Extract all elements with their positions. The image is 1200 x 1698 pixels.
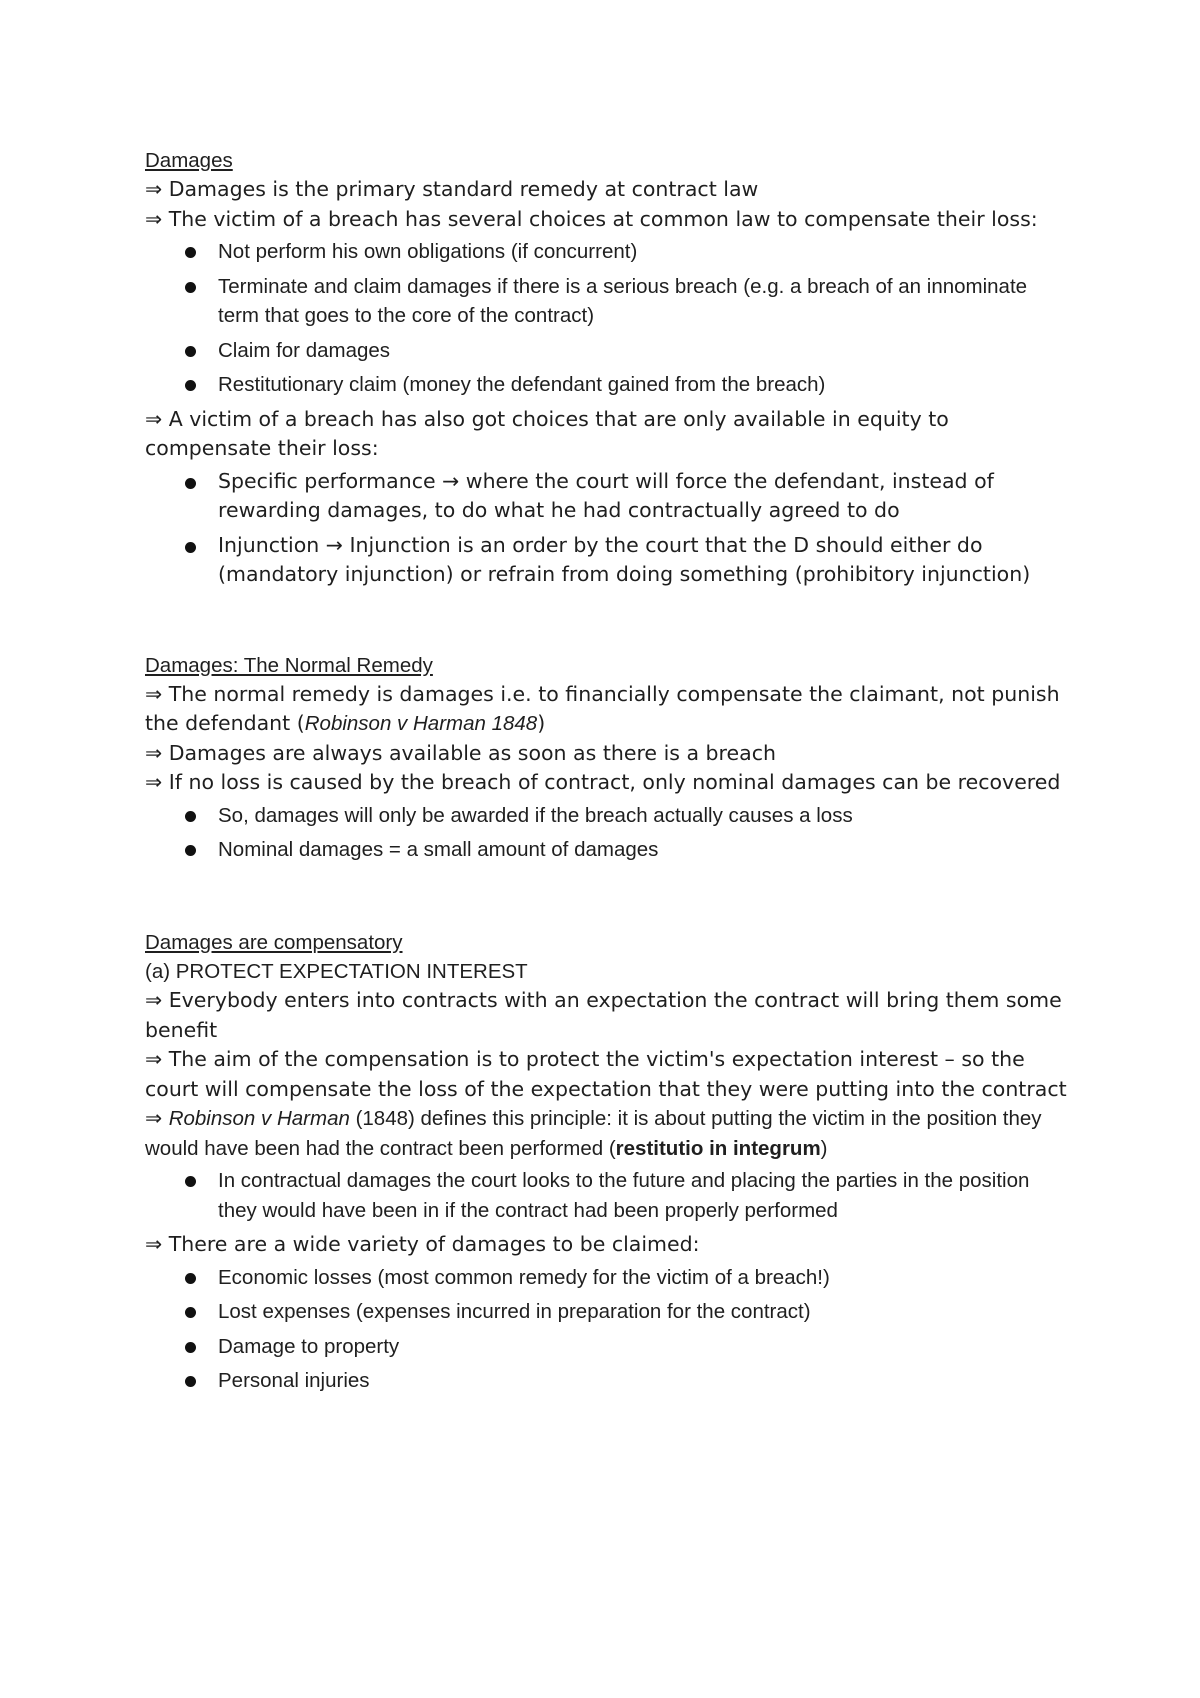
bullet-icon [185, 1307, 196, 1318]
bullet-list [145, 1263, 1070, 1396]
list-item-text: Damage to property [218, 1334, 400, 1358]
bullet-list [145, 237, 1070, 400]
paragraph: ⇒ The victim of a breach has several choices at common law to compensate their loss: [145, 206, 1038, 231]
paragraph-text: (1848) defines this principle: it is about putting the victim in the position they would have been had the contract been performed ( [145, 1107, 1042, 1160]
list-item-text: Economic losses (most common remedy for the victim of a breach!) [218, 1265, 830, 1289]
list-item-text: In contractual damages the court looks to the future and placing the parties in the position they would have been in if the contract had been properly performed [218, 1169, 1030, 1222]
list-item [145, 272, 1070, 331]
paragraph-text: ) [820, 1136, 828, 1160]
paragraph: ⇒ If no loss is caused by the breach of contract, only nominal damages can be recovered [145, 770, 1061, 794]
list-item-text: Lost expenses (expenses incurred in preparation for the contract) [218, 1300, 811, 1323]
paragraph [145, 1104, 1070, 1163]
case-citation: Robinson v Harman [168, 1107, 350, 1130]
bullet-icon [185, 346, 196, 357]
document-page [145, 146, 1070, 1401]
bullet-icon [185, 1273, 196, 1284]
arrow-icon: ⇒ [145, 1106, 169, 1130]
bullet-icon [185, 282, 196, 293]
list-item [145, 531, 1070, 590]
section-heading: Damages [145, 149, 233, 172]
section-compensatory [145, 928, 1070, 1396]
case-citation: Robinson v Harman 1848 [304, 712, 538, 735]
paragraph: ⇒ Damages are always available as soon as there is a breach [145, 740, 776, 765]
paragraph: ⇒ A victim of a breach has also got choices that are only available in equity to compensate their loss: [145, 406, 949, 460]
list-item-text: Nominal damages = a small amount of damages [218, 838, 659, 861]
list-item-text: Injunction → Injunction is an order by the court that the D should either do (mandatory injunction) or refrain from doing something (prohibitory injunction) [218, 532, 1031, 586]
list-item-text: Personal injuries [218, 1369, 370, 1392]
section-heading: Damages are compensatory [145, 930, 403, 954]
list-item-text: Specific performance → where the court will force the defendant, instead of rewarding damages, to do what he had contractually agreed to do [218, 468, 994, 522]
paragraph: ⇒ Everybody enters into contracts with an expectation the contract will bring them some benefit [145, 988, 1062, 1042]
list-item [145, 1263, 1070, 1293]
list-item [145, 1297, 1070, 1327]
list-item-text: Terminate and claim damages if there is a serious breach (e.g. a breach of an innominate term that goes to the core of the contract) [218, 274, 1028, 327]
bullet-icon [185, 811, 196, 822]
list-item [145, 835, 1070, 865]
paragraph [145, 680, 1070, 739]
bullet-icon [185, 478, 196, 489]
list-item [145, 336, 1070, 366]
latin-term: restitutio in integrum [615, 1136, 821, 1160]
paragraph-text: ⇒ The normal remedy is damages i.e. to financially compensate the claimant, not punish the defendant ( [145, 681, 1060, 735]
list-item-text: Restitutionary claim (money the defendant gained from the breach) [218, 373, 826, 396]
bullet-icon [185, 542, 196, 553]
subheading: (a) PROTECT EXPECTATION INTEREST [145, 959, 528, 983]
bullet-icon [185, 1342, 196, 1353]
list-item-text: Not perform his own obligations (if concurrent) [218, 240, 638, 263]
list-item-text: So, damages will only be awarded if the breach actually causes a loss [218, 803, 853, 827]
bullet-icon [185, 1176, 196, 1187]
bullet-list [145, 1166, 1070, 1225]
paragraph: ⇒ Damages is the primary standard remedy at contract law [145, 177, 759, 201]
bullet-list [145, 801, 1070, 865]
list-item-text: Claim for damages [218, 338, 391, 362]
bullet-icon [185, 380, 196, 391]
list-item [145, 467, 1070, 526]
list-item [145, 1366, 1070, 1396]
paragraph: ⇒ The aim of the compensation is to protect the victim's expectation interest – so the court will compensate the loss of the expectation that they were putting into the contract [145, 1047, 1067, 1101]
list-item [145, 1166, 1070, 1225]
list-item [145, 370, 1070, 400]
bullet-icon [185, 845, 196, 856]
list-item [145, 1332, 1070, 1362]
section-heading: Damages: The Normal Remedy [145, 653, 433, 677]
bullet-icon [185, 247, 196, 258]
paragraph-text: ) [537, 711, 546, 735]
bullet-icon [185, 1376, 196, 1387]
paragraph: ⇒ There are a wide variety of damages to be claimed: [145, 1232, 700, 1256]
list-item [145, 237, 1070, 267]
list-item [145, 801, 1070, 831]
section-normal-remedy [145, 651, 1070, 865]
bullet-list [145, 467, 1070, 590]
section-damages [145, 146, 1070, 590]
